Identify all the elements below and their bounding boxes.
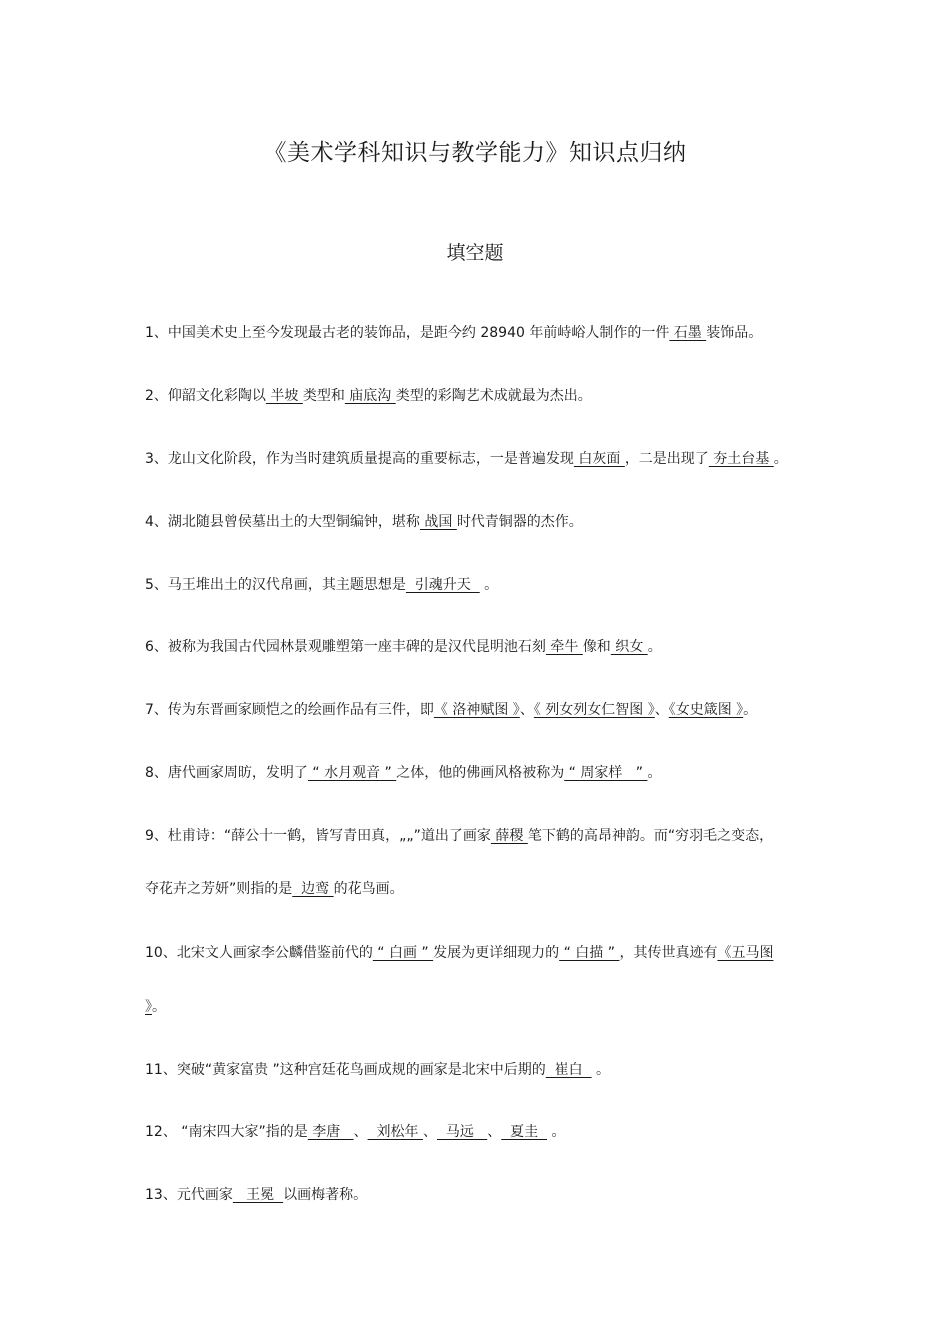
question-text: 。	[479, 577, 499, 593]
question-text: 。	[591, 1062, 611, 1078]
answer-blank: 《 列女列女仁智图 》	[533, 702, 655, 718]
question-text: 1、中国美术史上至今发现最古老的装饰品，是距今约 28940 年前峙峪人制作的一件	[145, 325, 670, 341]
answer-blank: “ 水月观音 ”	[307, 765, 397, 781]
question-line	[145, 637, 825, 657]
document-title: 《美术学科知识与教学能力》知识点归纳	[263, 140, 687, 166]
question-line	[145, 386, 825, 406]
question-text: ，其传世真迹有	[619, 945, 718, 961]
question-text: 13、元代画家	[145, 1187, 233, 1203]
question-text: 5、马王堆出土的汉代帛画，其主题思想是	[145, 577, 406, 593]
question-text: 时代青铜器的杰作。	[456, 514, 583, 530]
answer-blank: 夯土台基	[708, 451, 774, 467]
question-line	[145, 879, 825, 899]
question-text: 、	[487, 1124, 502, 1140]
answer-blank: 石墨	[669, 325, 707, 341]
answer-blank: 崔白	[545, 1062, 592, 1078]
question-text: 。	[152, 999, 166, 1015]
question-text: 9、杜甫诗：“薛公十一鹤，皆写青田真，„„”道出了画家	[145, 828, 491, 844]
answer-blank: 王冕	[232, 1187, 284, 1203]
question-line	[145, 1185, 825, 1205]
question-line	[145, 763, 825, 783]
question-text: 类型的彩陶艺术成就最为杰出。	[395, 388, 592, 404]
question-text: 。	[547, 1124, 566, 1140]
answer-blank: 》	[145, 999, 152, 1015]
answer-blank: 《女史箴图 》	[668, 702, 744, 718]
answer-blank: 《五马图	[717, 945, 774, 961]
question-line	[145, 323, 825, 343]
question-text: 2、仰韶文化彩陶以	[145, 388, 266, 404]
answer-blank: “ 周家样 ”	[564, 765, 648, 781]
answer-blank: 刘松年	[367, 1124, 423, 1140]
question-text: 11、突破“黄家富贵 ”这种宫廷花鸟画成规的画家是北宋中后期的	[145, 1062, 546, 1078]
question-text: 发展为更详细现力的	[433, 945, 560, 961]
answer-blank: “ 白描 ”	[559, 945, 620, 961]
answer-blank: 半坡	[265, 388, 303, 404]
answer-blank: 夏圭	[501, 1124, 548, 1140]
question-text: 12、 “南宋四大家”指的是	[145, 1124, 308, 1140]
answer-blank: 薛稷	[490, 828, 528, 844]
answer-blank: 李唐	[307, 1124, 354, 1140]
question-text: 。	[743, 702, 758, 718]
question-text: 像和	[582, 639, 611, 655]
question-line	[145, 826, 825, 846]
question-text: 以画梅著称。	[283, 1187, 368, 1203]
question-text: 10、北宋文人画家李公麟借鉴前代的	[145, 945, 373, 961]
question-line	[145, 512, 825, 532]
question-text: ，二是出现了	[624, 451, 709, 467]
answer-blank: “ 白画 ”	[372, 945, 434, 961]
question-text: 装饰品。	[706, 325, 763, 341]
answer-blank: 边鸾	[292, 881, 334, 897]
answer-blank: 牵牛	[545, 639, 583, 655]
answer-blank: 马远	[436, 1124, 488, 1140]
answer-blank: 织女	[610, 639, 648, 655]
question-text: 笔下鹤的高昂神韵。而“穷羽毛之变态，	[527, 828, 774, 844]
question-line	[145, 700, 825, 720]
question-line	[145, 449, 825, 469]
question-line	[145, 943, 825, 963]
question-line	[145, 997, 825, 1017]
question-line	[145, 575, 825, 595]
question-text: 4、湖北随县曾侯墓出土的大型铜编钟，堪称	[145, 514, 420, 530]
answer-blank: 战国	[419, 514, 457, 530]
question-text: 、	[519, 702, 534, 718]
question-text: 6、被称为我国古代园林景观雕塑第一座丰碑的是汉代昆明池石刻	[145, 639, 546, 655]
question-text: 之体，他的佛画风格被称为	[396, 765, 565, 781]
question-text: 3、龙山文化阶段，作为当时建筑质量提高的重要标志，一是普遍发现	[145, 451, 574, 467]
question-text: 的花鸟画。	[333, 881, 404, 897]
question-line	[145, 1122, 825, 1142]
answer-blank: 白灰面	[573, 451, 625, 467]
question-text: 、	[353, 1124, 368, 1140]
answer-blank: 《 洛神赋图 》	[433, 702, 520, 718]
question-text: 。	[647, 639, 662, 655]
question-text: 7、传为东晋画家顾恺之的绘画作品有三件，即	[145, 702, 434, 718]
question-text: 、	[654, 702, 669, 718]
question-text: 8、唐代画家周昉，发明了	[145, 765, 308, 781]
question-text: 、	[422, 1124, 437, 1140]
section-heading: 填空题	[446, 242, 504, 264]
question-text: 夺花卉之芳妍”则指的是	[145, 881, 293, 897]
question-line	[145, 1060, 825, 1080]
question-text: 类型和	[302, 388, 345, 404]
question-text: 。	[773, 451, 788, 467]
answer-blank: 庙底沟	[344, 388, 396, 404]
question-text: 。	[647, 765, 662, 781]
answer-blank: 引魂升天	[405, 577, 480, 593]
